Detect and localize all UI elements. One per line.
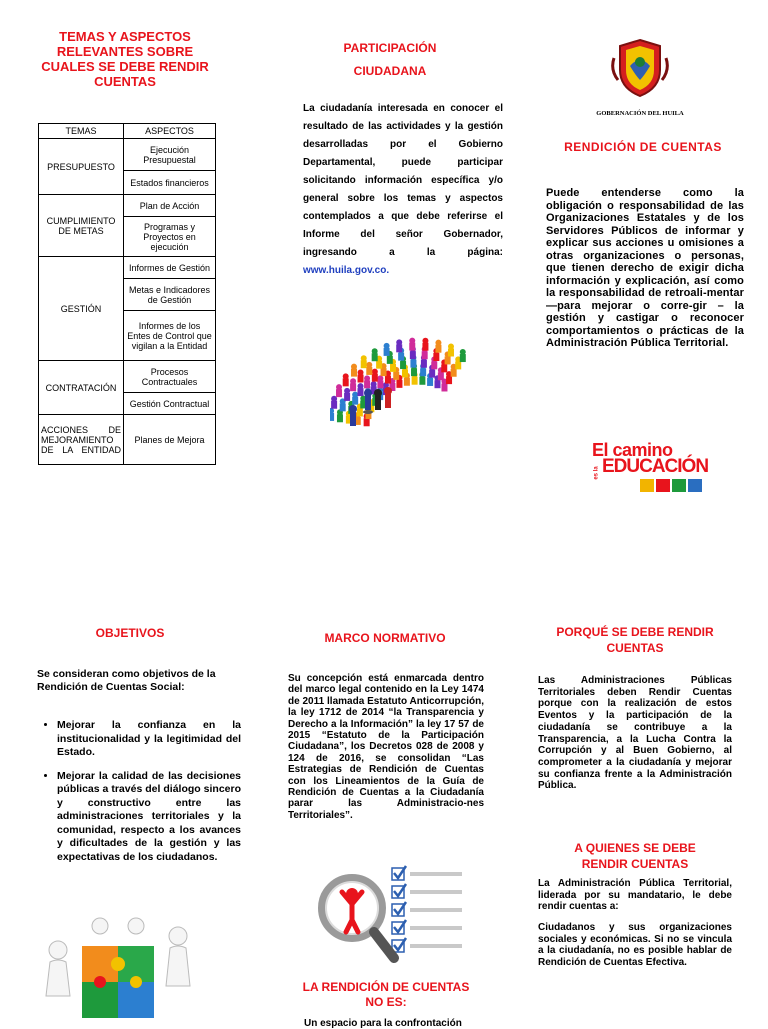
pawns-arc-image bbox=[330, 330, 490, 440]
pawn-body bbox=[435, 345, 441, 353]
pawn-head bbox=[372, 369, 378, 375]
pawn-body bbox=[448, 348, 454, 356]
aspecto-programas: Programas y Proyectos en ejecución bbox=[124, 217, 216, 257]
pawn-body bbox=[400, 361, 406, 369]
pawn-body bbox=[331, 401, 337, 409]
pawn-body bbox=[411, 368, 417, 376]
pawn-body bbox=[343, 378, 349, 386]
pawn-body bbox=[419, 377, 425, 385]
pawn-body bbox=[372, 374, 378, 382]
tema-acciones: ACCIONES DE MEJORAMIENTO DE LA ENTIDAD bbox=[39, 415, 124, 465]
aspecto-informes: Informes de Gestión bbox=[124, 257, 216, 279]
pawn-body bbox=[357, 408, 363, 416]
pawn-body bbox=[404, 378, 410, 386]
pawn-head bbox=[448, 343, 454, 349]
pawn-body bbox=[420, 368, 426, 376]
pawn-body bbox=[390, 364, 396, 372]
seal-caption: GOBERNACIÓN DEL HUILA bbox=[596, 110, 684, 117]
no-es-cut-text: Un espacio para la confrontación bbox=[304, 1018, 462, 1029]
quienes-title bbox=[535, 840, 735, 872]
checklist-line bbox=[410, 926, 462, 930]
pawn-head bbox=[358, 369, 364, 375]
pawn-body bbox=[377, 380, 383, 388]
pawn-body bbox=[393, 372, 399, 380]
pawn-body bbox=[396, 344, 402, 352]
aspecto-gestion-contractual: Gestión Contractual bbox=[124, 393, 216, 415]
objetivos-title: OBJETIVOS bbox=[95, 626, 165, 640]
rendicion-title: RENDICIÓN DE CUENTAS bbox=[564, 140, 722, 154]
pawn-body bbox=[410, 360, 416, 368]
pawn-body bbox=[361, 360, 367, 368]
huila-seal-icon bbox=[608, 36, 672, 100]
tema-gestion: GESTIÓN bbox=[39, 257, 124, 361]
pawn-body bbox=[451, 369, 457, 377]
aspecto-plan: Plan de Acción bbox=[124, 195, 216, 217]
objetivos-list bbox=[37, 719, 241, 874]
pawn-body bbox=[422, 343, 428, 351]
pawn-body bbox=[429, 370, 435, 378]
pawn-body bbox=[387, 356, 393, 364]
pawn-head bbox=[409, 338, 415, 344]
pawn-head bbox=[384, 343, 390, 349]
pawn-body bbox=[336, 389, 342, 397]
pawn-body bbox=[422, 351, 428, 359]
pawn-body bbox=[340, 403, 346, 411]
pawn-head bbox=[372, 348, 378, 354]
topics-table bbox=[38, 123, 216, 465]
pawn-body bbox=[410, 351, 416, 359]
pawn-body bbox=[445, 356, 451, 364]
participation-text: La ciudadanía interesada en conocer el resultado de las actividades y la gestión desarrolladas por el Gobierno Departamental, puede participar solicitando información específica y/o general sobre los temas y aspectos contemplados a que debe referirse el Informe del señor Gobernador, ingresando a la página: bbox=[303, 103, 503, 258]
aspecto-metas: Metas e Indicadores de Gestión bbox=[124, 279, 216, 311]
puzzle-people-image bbox=[40, 916, 200, 1024]
pawn-body bbox=[344, 393, 350, 401]
pawn-head bbox=[364, 375, 370, 381]
no-es-title-line2: NO ES: bbox=[365, 995, 407, 1009]
logo-icons bbox=[640, 479, 702, 492]
logo-line1: El camino bbox=[592, 440, 673, 460]
pawn-body bbox=[412, 377, 418, 385]
pawn-body bbox=[446, 376, 452, 384]
porque-title-line2: CUENTAS bbox=[606, 641, 664, 655]
pawn-body bbox=[427, 378, 433, 386]
checklist-line bbox=[410, 944, 462, 948]
pawn-head bbox=[344, 388, 350, 394]
tema-cumplimiento: CUMPLIMIENTO DE METAS bbox=[39, 195, 124, 257]
pawn-head bbox=[336, 384, 342, 390]
pawn-body bbox=[384, 348, 390, 356]
participation-title bbox=[300, 37, 480, 83]
pawn-body bbox=[402, 369, 408, 377]
pawn-head bbox=[435, 340, 441, 346]
huila-link[interactable]: www.huila.gov.co. bbox=[303, 265, 390, 276]
no-es-title-line1: LA RENDICIÓN DE CUENTAS bbox=[302, 980, 470, 994]
porque-title-line1: PORQUÉ SE DEBE RENDIR bbox=[556, 625, 714, 639]
logo-square-icon-2 bbox=[656, 479, 670, 492]
aspecto-estados: Estados financieros bbox=[124, 171, 216, 195]
pawn-body bbox=[385, 376, 391, 384]
logo-es: es la bbox=[593, 466, 600, 480]
quienes-title-line1: A QUIENES SE DEBE bbox=[574, 841, 696, 855]
pawn-head bbox=[357, 383, 363, 389]
pawn-head bbox=[377, 375, 383, 381]
pawn-body bbox=[398, 353, 404, 361]
topics-title: TEMAS Y ASPECTOS RELEVANTES SOBRE CUALES SE DEBE RENDIR CUENTAS bbox=[41, 29, 209, 89]
porque-title bbox=[535, 624, 735, 656]
pawn-body bbox=[350, 383, 356, 391]
participation-title-line2: CIUDADANA bbox=[353, 64, 427, 78]
pawn-head bbox=[396, 339, 402, 345]
logo-square-icon-3 bbox=[672, 479, 686, 492]
logo-square-icon-1 bbox=[640, 479, 654, 492]
list-item: • Mejorar la confianza en la institucionalidad y la legitimidad del Estado. bbox=[57, 719, 241, 760]
quienes-title-line2: RENDIR CUENTAS bbox=[581, 857, 689, 871]
list-item: • Mejorar la calidad de las decisiones públicas a través del diálogo sincero y constructivo entre las administraciones territoriales y la comunidad, respecto a los avances y dificultades de la gestión y las expectativas de los ciudadanos. bbox=[57, 770, 241, 865]
logo-square-icon-4 bbox=[688, 479, 702, 492]
pawn-body bbox=[438, 372, 444, 380]
pawn-body bbox=[351, 369, 357, 377]
pawn-head bbox=[343, 373, 349, 379]
checklist-line bbox=[410, 908, 462, 912]
objetivos-intro: Se consideran como objetivos de la Rendición de Cuentas Social: bbox=[37, 668, 216, 693]
pawn-body bbox=[409, 343, 415, 351]
quienes-text: La Administración Pública Territorial, liderada por su mandatario, le debe rendir cuentas a: bbox=[538, 878, 732, 912]
checklist-magnifier-image bbox=[308, 862, 468, 966]
ciudadanos-text: Ciudadanos y sus organizaciones sociales y económicas. Si no se vincula a la ciudadanía, no es posible hablar de Rendición de Cuentas Efectiva. bbox=[538, 922, 732, 968]
pawn-body bbox=[421, 360, 427, 368]
pawn-body bbox=[358, 374, 364, 382]
pawn-head bbox=[366, 362, 372, 368]
no-es-title bbox=[286, 980, 486, 1010]
pawn-body bbox=[364, 380, 370, 388]
pawn-body bbox=[433, 353, 439, 361]
pawn-body bbox=[357, 388, 363, 396]
header-temas: TEMAS bbox=[39, 124, 124, 139]
pawn-body bbox=[434, 380, 440, 388]
pawn-body bbox=[364, 418, 370, 426]
pawn-body bbox=[352, 397, 358, 405]
header-aspectos: ASPECTOS bbox=[124, 124, 216, 139]
rendicion-text: Puede entenderse como la obligación o responsabilidad de las Organizaciones Estatales y de los Servidores Públicos de informar y explicar sus acciones u omisiones a otras organizaciones o personas, que tienen derecho de exigir dicha información y explicación, así como la responsabilidad de retroali-mentar—para mejorar o corre-gir – la gestión y castigar o reconocer comportamientos o prácticas de la Administración Pública Territorial. bbox=[546, 187, 744, 349]
pawn-body bbox=[431, 361, 437, 369]
marco-title: MARCO NORMATIVO bbox=[324, 631, 446, 645]
pawn-body bbox=[376, 361, 382, 369]
pawn-body bbox=[441, 364, 447, 372]
aspecto-ejecucion: Ejecución Presupuestal bbox=[124, 139, 216, 171]
participation-title-line1: PARTICIPACIÓN bbox=[343, 41, 437, 55]
pawn-head bbox=[361, 355, 367, 361]
checklist-line bbox=[410, 890, 462, 894]
pawn-head bbox=[350, 378, 356, 384]
pawn-head bbox=[422, 338, 428, 344]
pawn-body bbox=[455, 361, 461, 369]
aspecto-procesos: Procesos Contractuales bbox=[124, 361, 216, 393]
pawn-body bbox=[372, 353, 378, 361]
pawn-head bbox=[371, 381, 377, 387]
pawn-body bbox=[460, 354, 466, 362]
pawn-body bbox=[366, 367, 372, 375]
pawn-body bbox=[396, 380, 402, 388]
aspecto-entes: Informes de los Entes de Control que vigilan a la Entidad bbox=[124, 311, 216, 361]
pawn-head bbox=[460, 349, 466, 355]
aspecto-planes: Planes de Mejora bbox=[124, 415, 216, 465]
pawn-body bbox=[337, 414, 343, 422]
pawn-body bbox=[441, 383, 447, 391]
pawn-body bbox=[381, 368, 387, 376]
tema-contratacion: CONTRATACIÓN bbox=[39, 361, 124, 415]
pawn-body bbox=[330, 413, 334, 421]
marco-text: Su concepción está enmarcada dentro del marco legal contenido en la Ley 1474 de 2011 llamada Estatuto Anticorrupción, la ley 1712 de 2014 “la Transparencia y Derecho a la Información” la ley 17 57 de 2015 “Estatuto de la Participación Ciudadana”, los Decretos 028 de 2008 y 124 de 2016, se consolidan “Las Estrategias de Rendición de Cuentas con los Lineamientos de la Guía de Rendición de Cuentas a la Ciudadanía parar las Administracio-nes Territoriales”. bbox=[288, 673, 484, 821]
participation-text-block bbox=[303, 100, 503, 280]
pawn-head bbox=[352, 392, 358, 398]
logo-line2: EDUCACIÓN bbox=[602, 456, 709, 477]
tema-presupuesto: PRESUPUESTO bbox=[39, 139, 124, 195]
pawn-head bbox=[351, 364, 357, 370]
checklist-line bbox=[410, 872, 462, 876]
porque-text: Las Administraciones Públicas Territoriales deben Rendir Cuentas porque con la realización de estos Eventos y la participación de la ciudadanía se contribuye a la Transparencia, a la Lucha Contra la Corrupción y al Buen Gobierno, al comprometer a la ciudadanía y mejorar su confianza frente a la Administración Pública. bbox=[538, 675, 732, 792]
education-logo bbox=[592, 440, 722, 498]
